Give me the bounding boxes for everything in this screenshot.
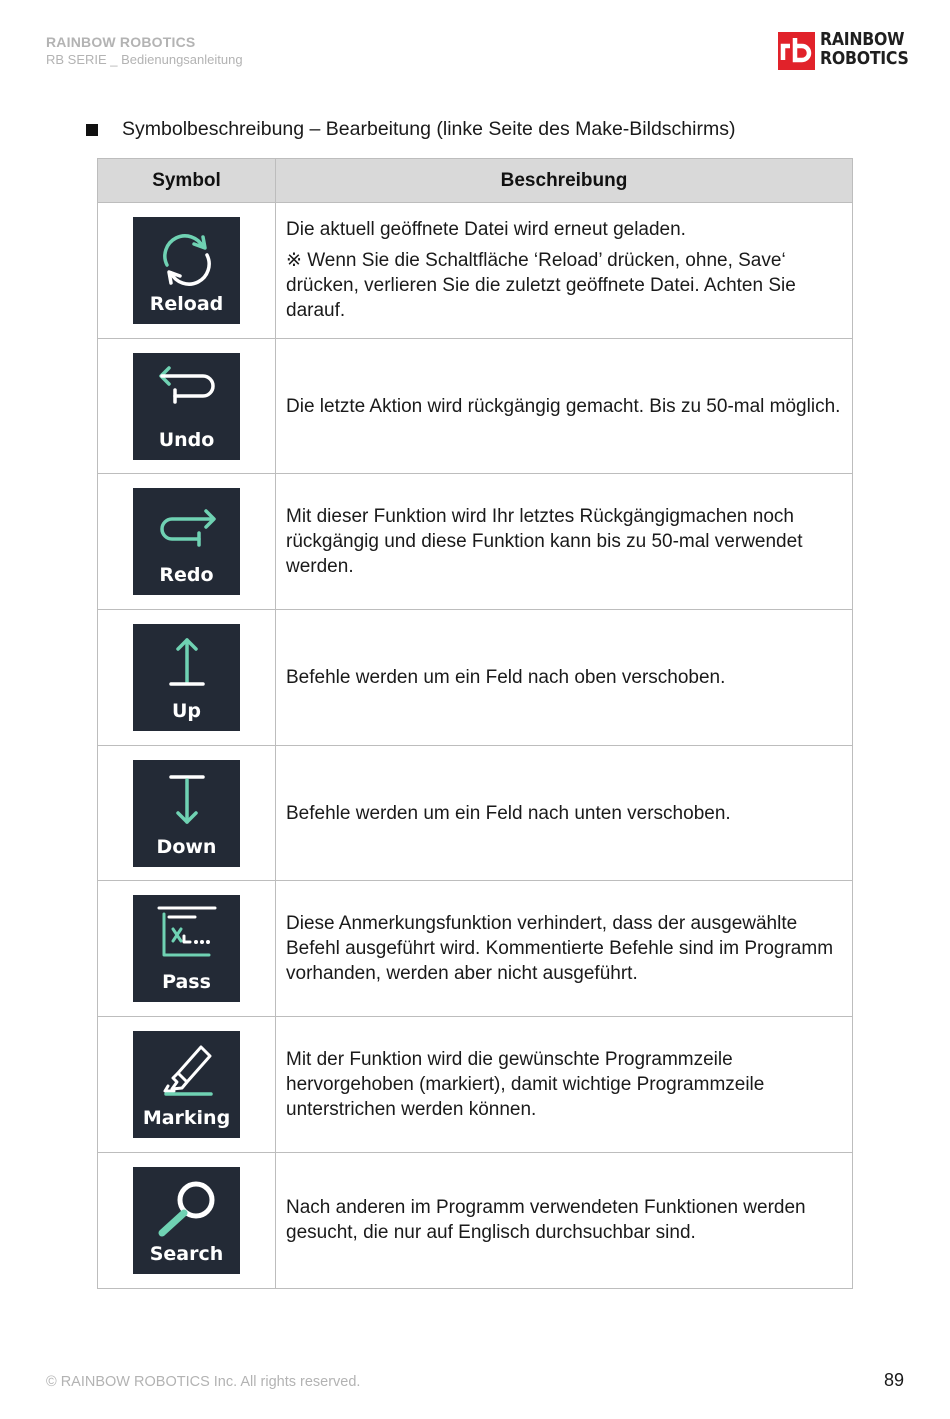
logo-line-2: ROBOTICS xyxy=(820,49,909,69)
description-cell xyxy=(276,881,853,1017)
symbol-cell xyxy=(98,1152,276,1288)
description-text: Diese Anmerkungsfunktion verhindert, dass der ausgewählte Befehl ausgeführt wird. Kommentierte Befehle sind im Programm vorhanden, werden aber nicht ausgeführt. xyxy=(286,913,834,985)
symbol-cell xyxy=(98,610,276,746)
table-row xyxy=(98,745,853,881)
column-header-description: Beschreibung xyxy=(276,159,853,203)
column-header-symbol: Symbol xyxy=(98,159,276,203)
section-heading xyxy=(86,118,735,141)
down-label: Down xyxy=(156,835,217,858)
table-row xyxy=(98,1152,853,1288)
undo-button-tile xyxy=(133,353,240,460)
description-cell xyxy=(276,203,853,339)
search-button-tile xyxy=(133,1167,240,1274)
reload-label: Reload xyxy=(149,292,224,315)
up-label: Up xyxy=(171,699,202,722)
description-cell xyxy=(276,745,853,881)
symbol-cell xyxy=(98,203,276,339)
up-button-tile xyxy=(133,624,240,731)
symbol-cell xyxy=(98,338,276,474)
page-number: 89 xyxy=(883,1370,904,1390)
table-header-row xyxy=(98,159,853,203)
header-company-name: RAINBOW ROBOTICS xyxy=(46,34,196,50)
table-row xyxy=(98,203,853,339)
symbol-table xyxy=(97,158,853,1289)
description-cell xyxy=(276,1017,853,1153)
down-button-tile xyxy=(133,760,240,867)
description-cell xyxy=(276,610,853,746)
table-row xyxy=(98,881,853,1017)
reload-button-tile xyxy=(133,217,240,324)
description-cell xyxy=(276,1152,853,1288)
symbol-cell xyxy=(98,474,276,610)
table-row xyxy=(98,610,853,746)
company-logo xyxy=(778,30,909,72)
table-row xyxy=(98,338,853,474)
description-text: Befehle werden um ein Feld nach oben verschoben. xyxy=(286,666,726,688)
footer-copyright: © RAINBOW ROBOTICS Inc. All rights reserved. xyxy=(46,1374,361,1390)
table-row xyxy=(98,1017,853,1153)
pass-label: Pass xyxy=(162,971,211,994)
logo-wordmark xyxy=(820,31,909,69)
description-cell xyxy=(276,338,853,474)
header-document-title: RB SERIE _ Bedienungsanleitung xyxy=(46,52,243,67)
section-heading-text: Symbolbeschreibung – Bearbeitung (linke Seite des Make-Bildschirms) xyxy=(122,118,736,140)
table-row xyxy=(98,474,853,610)
description-text: Mit der Funktion wird die gewünschte Programmzeile hervorgehoben (markiert), damit wichtige Programmzeile unterstrichen werden können. xyxy=(286,1048,765,1120)
description-text: Mit dieser Funktion wird Ihr letztes Rückgängigmachen noch rückgängig und diese Funktion kann bis zu 50-mal verwendet werden. xyxy=(286,506,803,578)
description-text: Befehle werden um ein Feld nach unten verschoben. xyxy=(286,802,731,824)
logo-mark xyxy=(778,32,815,70)
marking-button-tile xyxy=(133,1031,240,1138)
logo-line-1: RAINBOW xyxy=(820,30,905,50)
description-note: ※ Wenn Sie die Schaltfläche ‘Reload’ drücken, ohne, Save‘ drücken, verlieren Sie die zuletzt geöffnete Datei. Achten Sie darauf. xyxy=(286,250,796,322)
description-text: Die aktuell geöffnete Datei wird erneut geladen. xyxy=(286,219,686,241)
symbol-cell xyxy=(98,1017,276,1153)
square-bullet-icon xyxy=(86,124,98,136)
description-text: Nach anderen im Programm verwendeten Funktionen werden gesucht, die nur auf Englisch durchsuchbar sind. xyxy=(286,1197,806,1244)
symbol-cell xyxy=(98,745,276,881)
undo-label: Undo xyxy=(158,428,215,451)
marking-label: Marking xyxy=(142,1106,231,1129)
redo-button-tile xyxy=(133,488,240,595)
pass-button-tile xyxy=(133,895,240,1002)
redo-label: Redo xyxy=(159,564,214,587)
description-cell xyxy=(276,474,853,610)
search-label: Search xyxy=(149,1242,224,1265)
description-text: Die letzte Aktion wird rückgängig gemacht. Bis zu 50-mal möglich. xyxy=(286,395,841,417)
symbol-cell xyxy=(98,881,276,1017)
